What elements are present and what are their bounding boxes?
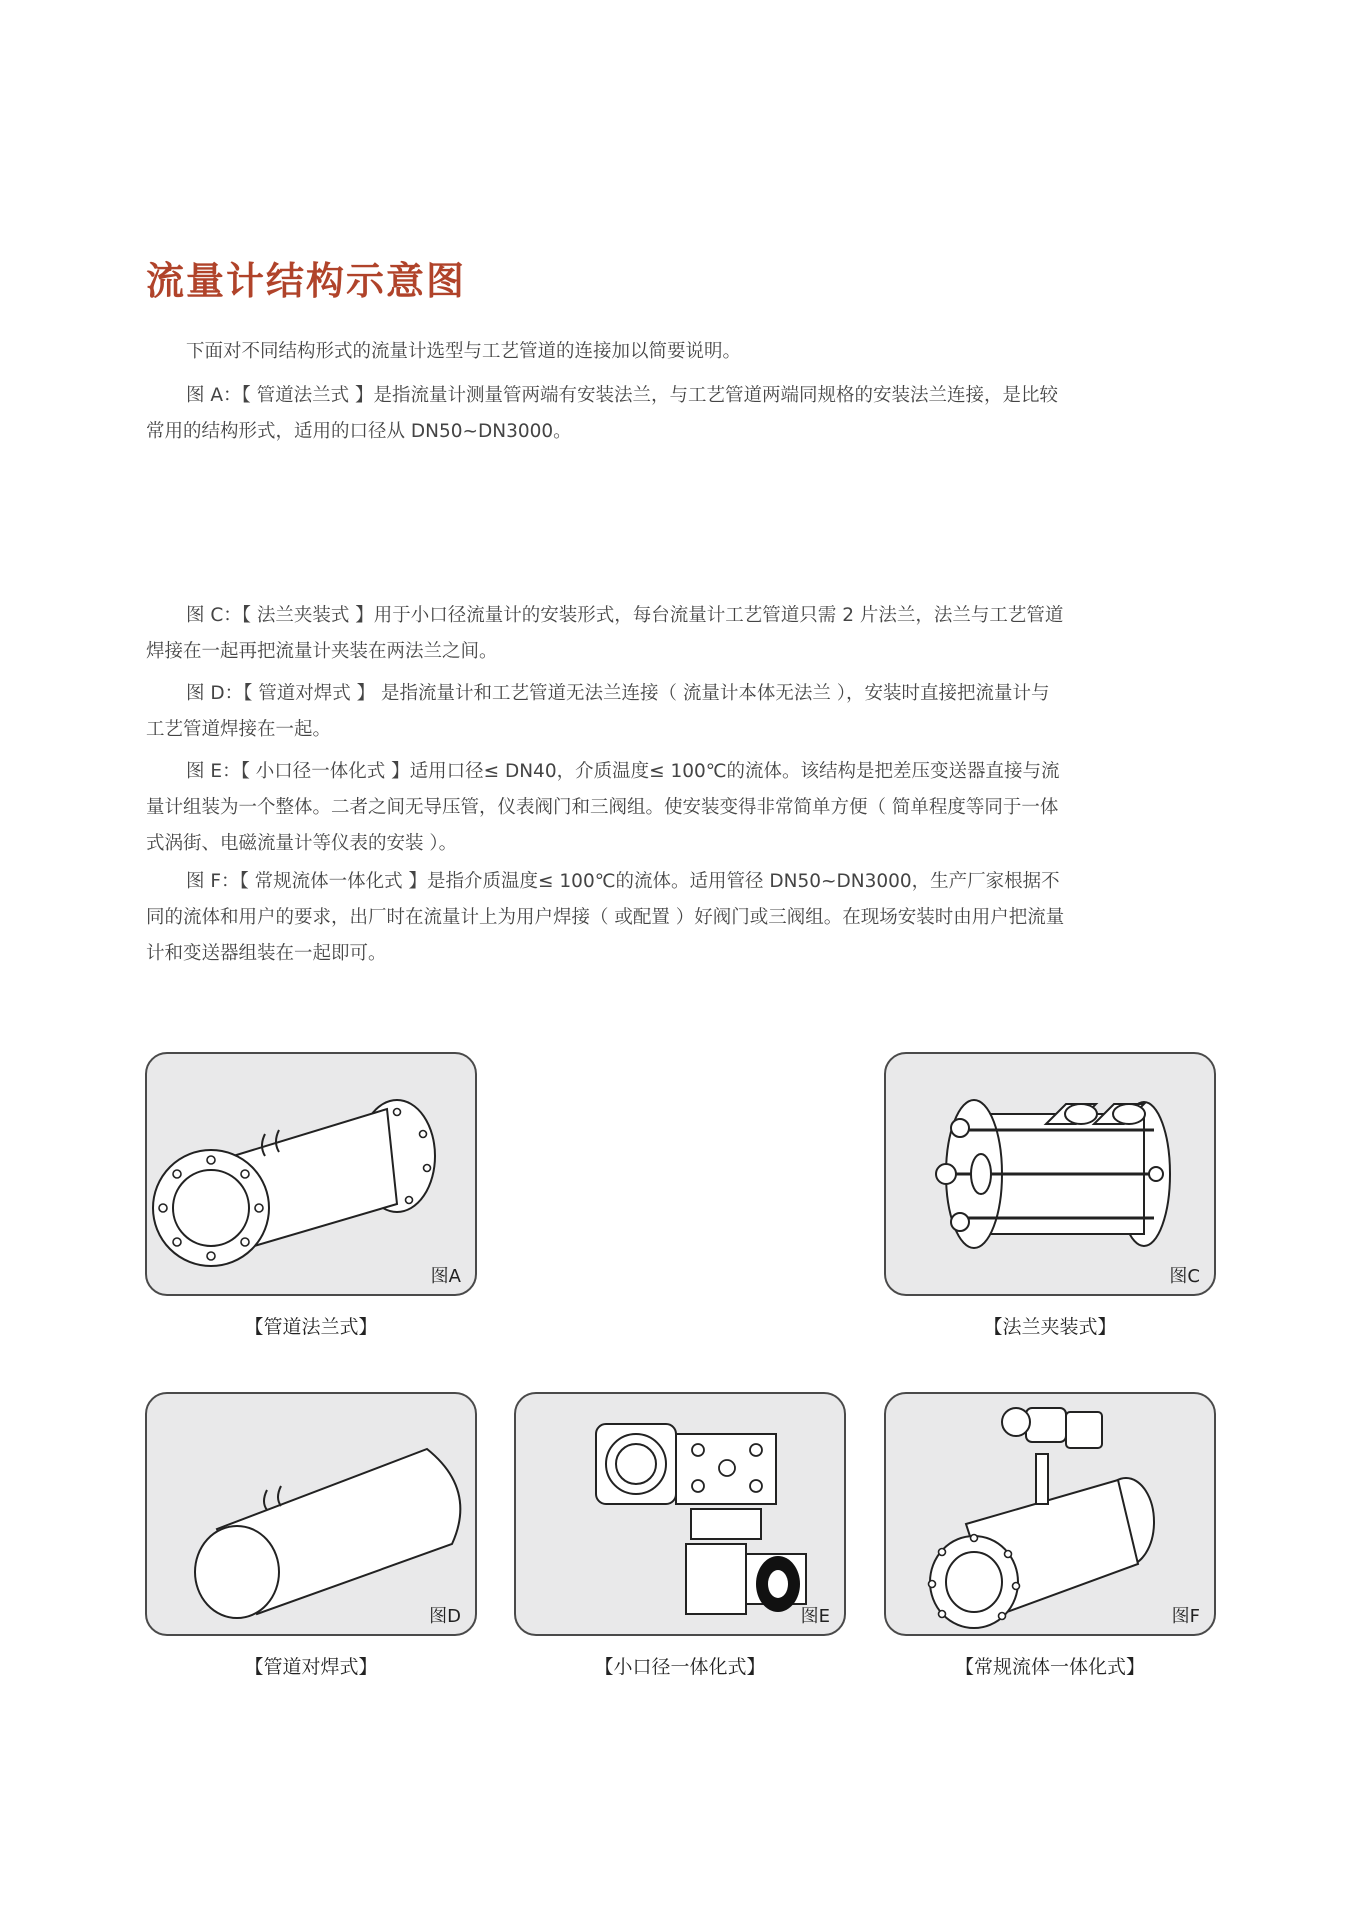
paragraph-fig-e: 图 E：【 小口径一体化式 】适用口径≤ DN40，介质温度≤ 100℃的流体。该结构是把差压变送器直接与流量计组装为一个整体。二者之间无导压管，仪表阀门和三阀组。使安装变得非常简单方便（ 简单程度等同于一体式涡街、电磁流量计等仪表的安装 ）。 [146,761,1060,854]
paragraph-fig-f: 图 F：【 常规流体一体化式 】是指介质温度≤ 100℃的流体。适用管径 DN50~DN3000，生产厂家根据不同的流体和用户的要求，出厂时在流量计上为用户焊接（ 或配置 ）好阀门或三阀组。在现场安装时由用户把流量计和变送器组装在一起即可。 [146,871,1065,964]
figure-d-panel [145,1392,477,1636]
figure-a-label: 图A [430,1266,461,1287]
figure-e-label: 图E [800,1606,830,1627]
figure-c-caption: 【法兰夹装式】 [983,1316,1117,1338]
figure-c-label: 图C [1169,1266,1200,1287]
paragraph-fig-d: 图 D：【 管道对焊式 】 是指流量计和工艺管道无法兰连接（ 流量计本体无法兰 ），安装时直接把流量计与工艺管道焊接在一起。 [146,683,1050,740]
figure-a-caption: 【管道法兰式】 [244,1316,378,1338]
figure-e-caption: 【小口径一体化式】 [594,1656,766,1678]
flanged-pipe-illustration [147,1054,477,1296]
figure-e-panel [514,1392,846,1636]
small-bore-integrated-illustration [516,1394,846,1636]
paragraph-fig-a: 图 A：【 管道法兰式 】是指流量计测量管两端有安装法兰，与工艺管道两端同规格的安装法兰连接，是比较常用的结构形式，适用的口径从 DN50~DN3000。 [146,385,1059,442]
figure-f-label: 图F [1171,1606,1200,1627]
figure-c-panel [884,1052,1216,1296]
figure-f-panel [884,1392,1216,1636]
page-title: 流量计结构示意图 [146,258,467,303]
figure-f-caption: 【常规流体一体化式】 [954,1656,1145,1678]
wafer-clamp-illustration [886,1054,1216,1296]
figure-d-label: 图D [429,1606,461,1627]
butt-weld-pipe-illustration [147,1394,477,1636]
figure-a-panel [145,1052,477,1296]
intro-paragraph: 下面对不同结构形式的流量计选型与工艺管道的连接加以简要说明。 [186,341,742,362]
conventional-integrated-illustration [886,1394,1216,1636]
figure-d-caption: 【管道对焊式】 [244,1656,378,1678]
paragraph-fig-c: 图 C：【 法兰夹装式 】用于小口径流量计的安装形式，每台流量计工艺管道只需 2 片法兰，法兰与工艺管道焊接在一起再把流量计夹装在两法兰之间。 [146,605,1064,662]
